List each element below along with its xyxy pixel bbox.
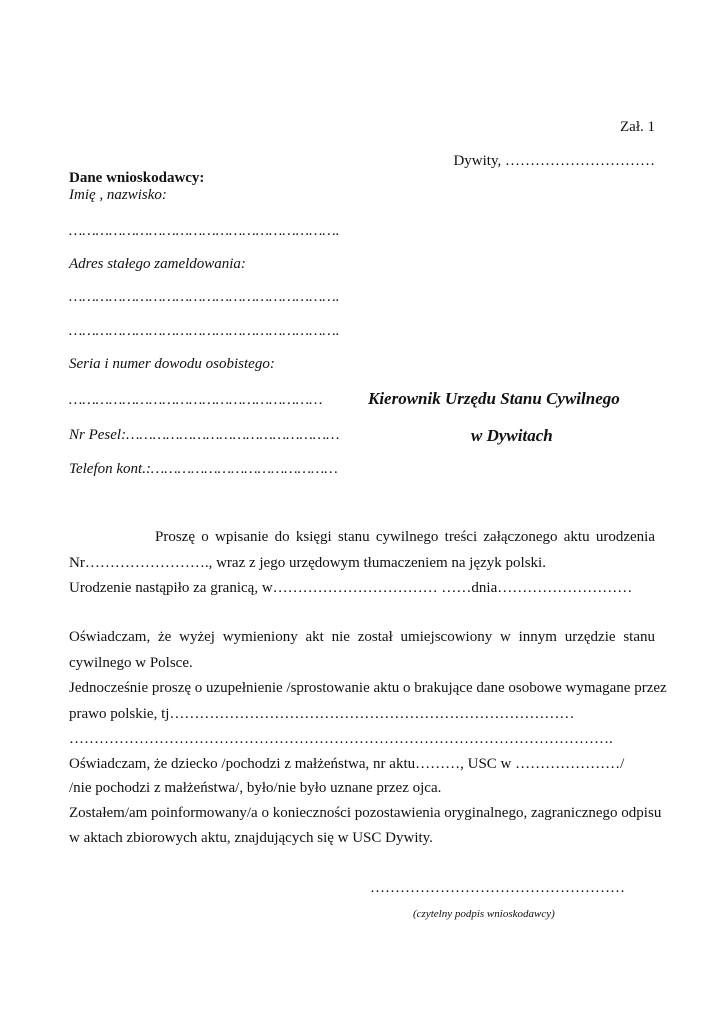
correction-line-3: ………………………………………………………………………………………………. (69, 731, 613, 747)
statement-line-2: cywilnego w Polsce. (69, 655, 193, 671)
signature-caption: (czytelny podpis wnioskodawcy) (413, 908, 555, 920)
address-line-1: ……………………………………………………. (69, 289, 340, 305)
id-label: Seria i numer dowodu osobistego: (69, 356, 275, 372)
attachment-number: Zał. 1 (620, 119, 655, 135)
place-date: Dywity, ………………………… (453, 153, 655, 169)
name-line: ……………………………………………………. (69, 223, 340, 239)
request-text-line-1: Proszę o wpisanie do księgi stanu cywilnego treści załączonego aktu urodzenia (155, 529, 655, 545)
info-line-2: w aktach zbiorowych aktu, znajdujących się w USC Dywity. (69, 830, 433, 846)
correction-line-2: prawo polskie, tj……………………………………………………………………… (69, 706, 575, 722)
applicant-heading: Dane wnioskodawcy: (69, 170, 205, 186)
name-label: Imię , nazwisko: (69, 187, 167, 203)
addressee-location: w Dywitach (471, 426, 553, 445)
address-line-2: ……………………………………………………. (69, 323, 340, 339)
statement-line-1: Oświadczam, że wyżej wymieniony akt nie został umiejscowiony w innym urzędzie stanu (69, 629, 655, 645)
info-line-1: Zostałem/am poinformowany/a o konieczności pozostawienia oryginalnego, zagranicznego odpisu (69, 805, 662, 821)
birth-place-line: Urodzenie nastąpiło za granicą, w…………………………… ……dnia……………………… (69, 580, 633, 596)
address-label: Adres stałego zameldowania: (69, 256, 246, 272)
addressee-title: Kierownik Urzędu Stanu Cywilnego (368, 389, 620, 408)
child-statement-line-2: /nie pochodzi z małżeństwa/, było/nie było uznane przez ojca. (69, 780, 442, 796)
phone-field: Telefon kont.:…………………………………… (69, 461, 338, 477)
signature-line: …………………………………………… (370, 880, 625, 896)
request-text-line-2: Nr……………………., wraz z jego urzędowym tłumaczeniem na język polski. (69, 555, 546, 571)
correction-line-1: Jednocześnie proszę o uzupełnienie /sprostowanie aktu o brakujące dane osobowe wymagane przez (69, 680, 667, 696)
id-line: ………………………………………………… (69, 392, 323, 408)
pesel-field: Nr Pesel:………………………………………… (69, 427, 340, 443)
child-statement-line-1: Oświadczam, że dziecko /pochodzi z małżeństwa, nr aktu………, USC w …………………/ (69, 756, 625, 772)
